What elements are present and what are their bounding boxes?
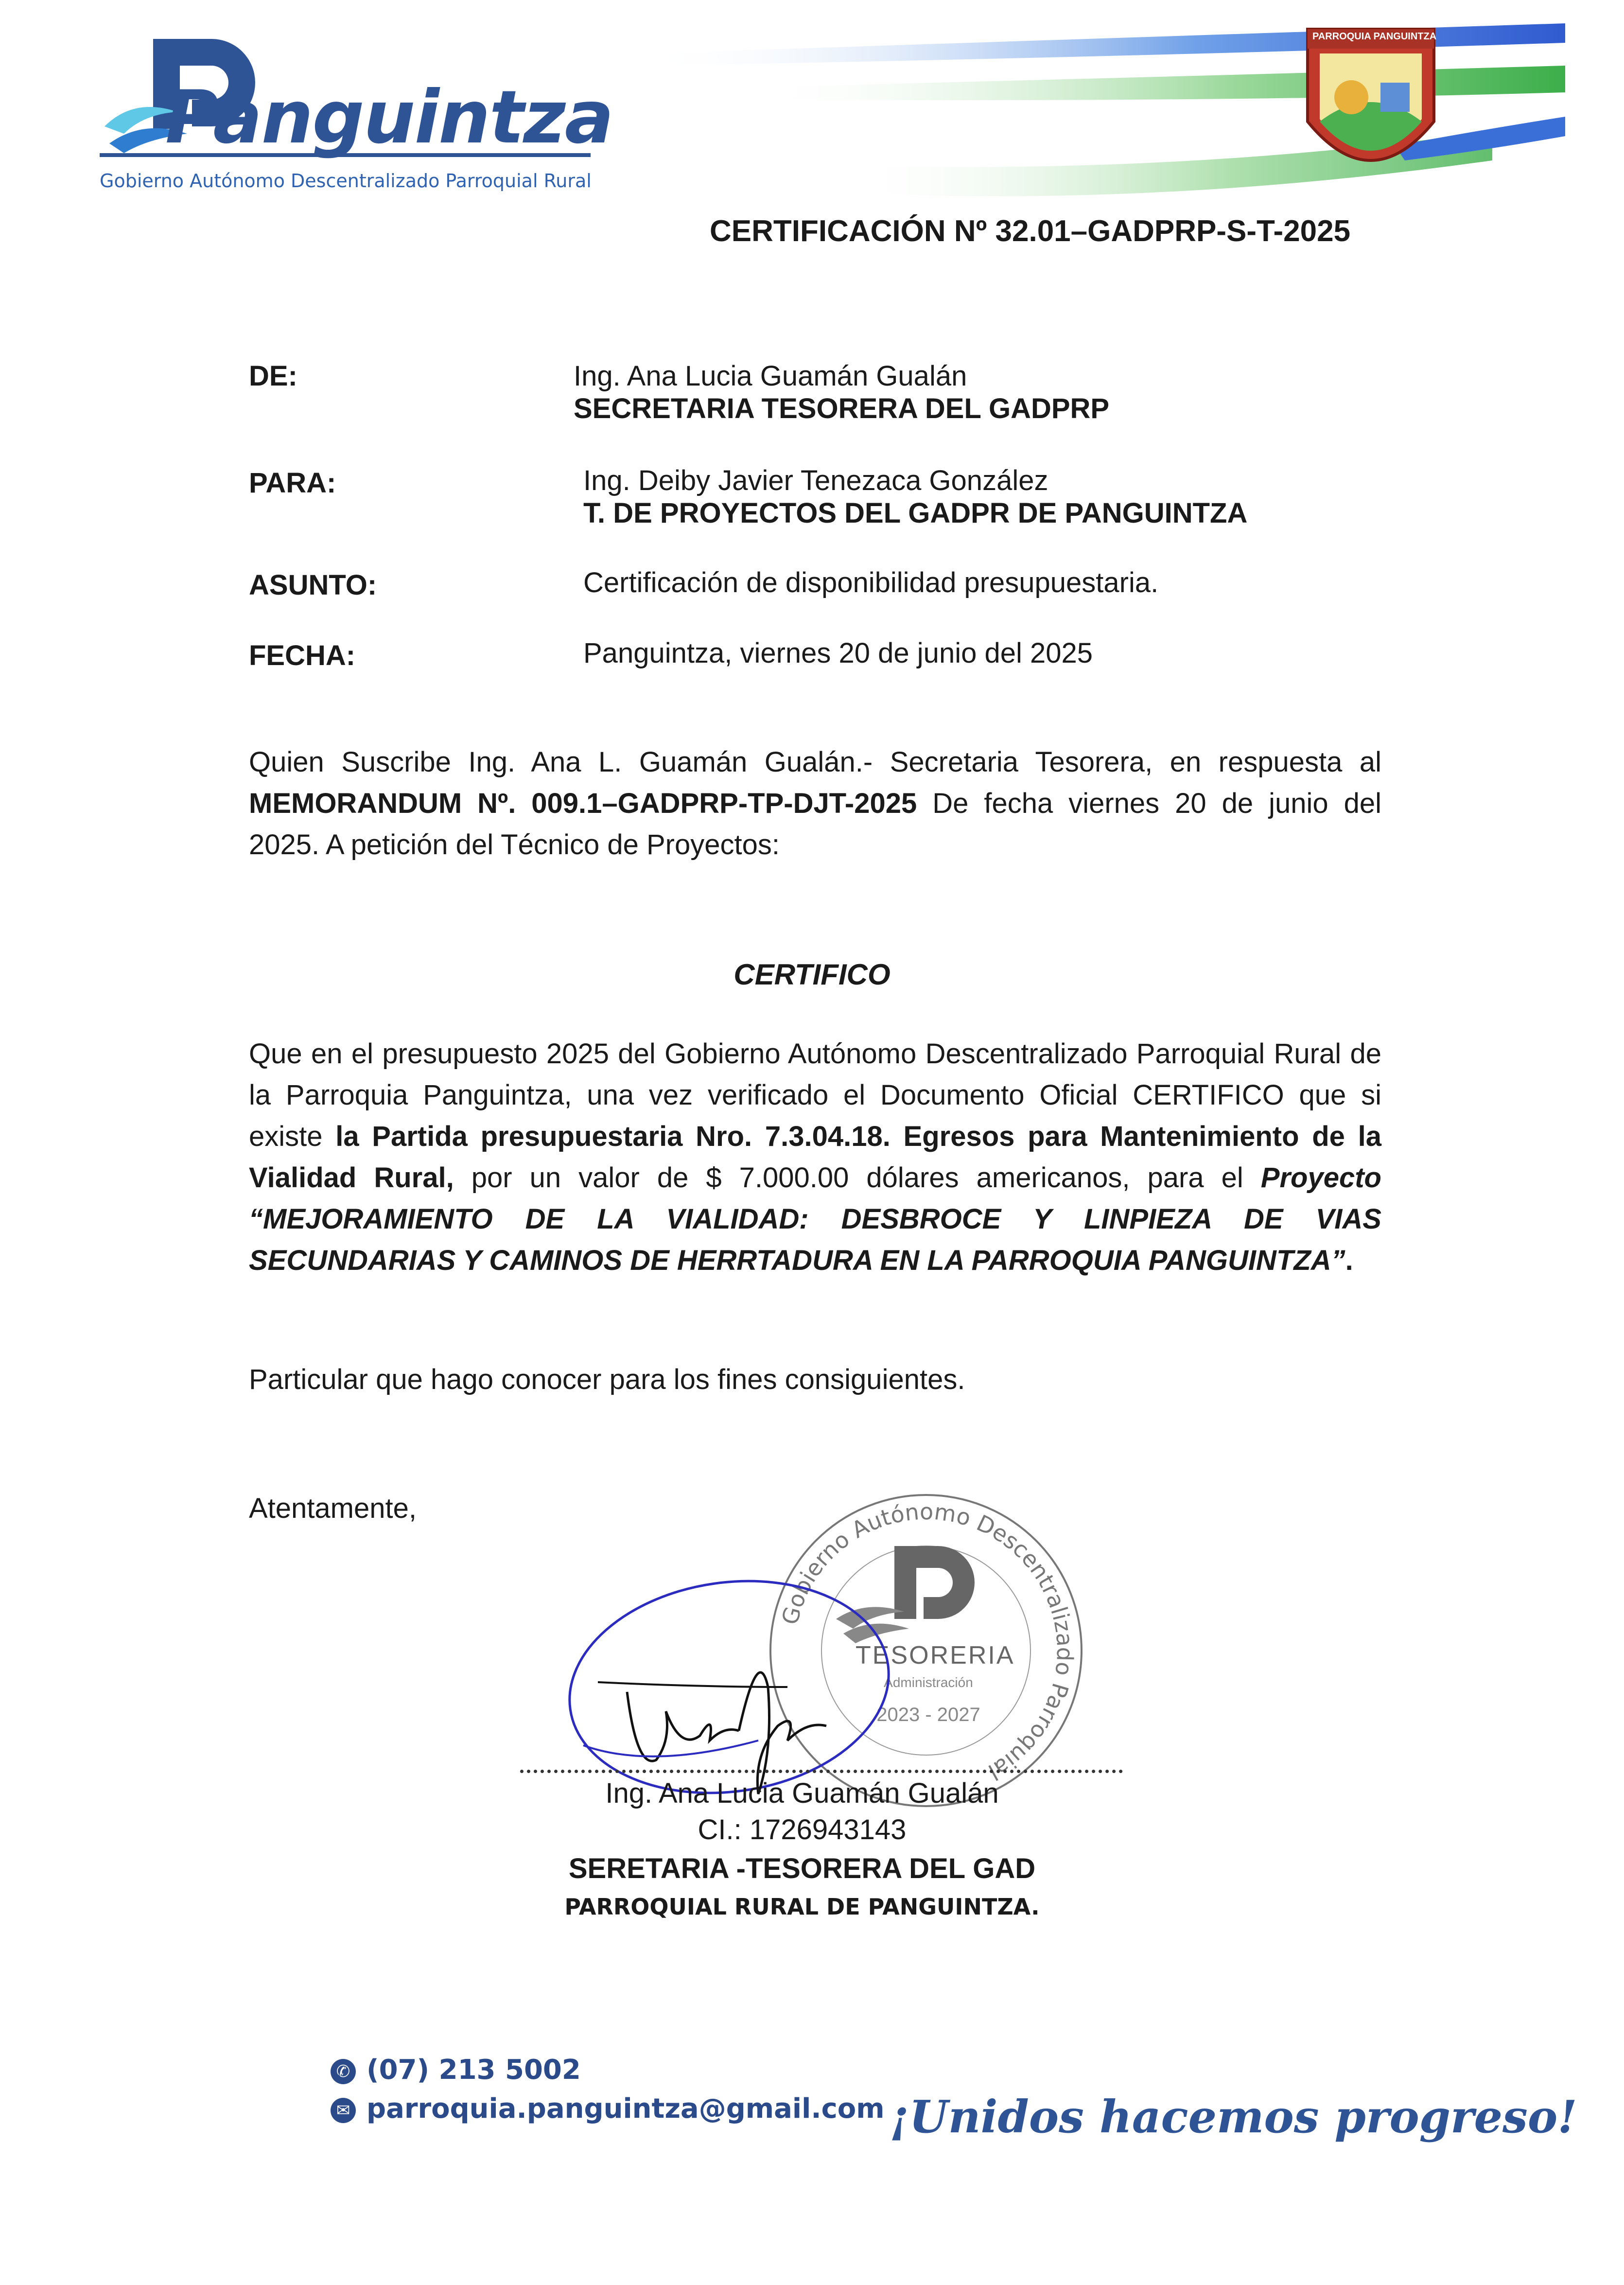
parish-crest-icon xyxy=(1298,24,1444,199)
signature-line xyxy=(520,1770,1123,1773)
signer-title-1: SERETARIA -TESORERA DEL GAD xyxy=(568,1853,1036,1884)
de-label: DE: xyxy=(249,360,297,392)
body-paragraph xyxy=(249,1033,1381,1281)
intro-text-1: Quien Suscribe Ing. Ana L. Guamán Gualán.- Secretaria Tesorera, en respuesta al xyxy=(249,746,1381,778)
seal-sub-text: Administración xyxy=(884,1675,973,1690)
para-title: T. DE PROYECTOS DEL GADPR DE PANGUINTZA xyxy=(583,497,1248,529)
salutation: Atentamente, xyxy=(249,1493,417,1524)
footer-phone xyxy=(331,2054,581,2086)
panguintza-logo xyxy=(100,29,620,194)
crest-label: PARROQUIA PANGUINTZA xyxy=(1312,31,1437,42)
footer-slogan: ¡Unidos hacemos progreso! xyxy=(890,2091,1577,2143)
header-banner xyxy=(646,19,1565,214)
asunto-value: Certificación de disponibilidad presupuestaria. xyxy=(583,567,1159,598)
signer-name: Ing. Ana Lucia Guamán Gualán xyxy=(605,1777,999,1809)
signer-ci: CI.: 1726943143 xyxy=(698,1814,907,1846)
intro-text-2: De fecha viernes 20 de junio del 2025. A petición del Técnico de Proyectos: xyxy=(249,788,1381,861)
de-title: SECRETARIA TESORERA DEL GADPRP xyxy=(574,393,1110,424)
memorandum-reference: MEMORANDUM Nº. 009.1–GADPRP-TP-DJT-2025 xyxy=(249,788,917,819)
project-name: Proyecto “MEJORAMIENTO DE LA VIALIDAD: DESBROCE Y LINPIEZA DE VIAS SECUNDARIAS Y CAMINOS DE HERRTADURA EN LA PARROQUIA PANGUINTZA” xyxy=(249,1162,1381,1276)
para-label: PARA: xyxy=(249,467,336,499)
email-icon: ✉ xyxy=(331,2098,356,2123)
budget-line: la Partida presupuestaria Nro. 7.3.04.18. Egresos para Mantenimiento de la Vialidad Rural, xyxy=(249,1121,1381,1194)
de-name: Ing. Ana Lucia Guamán Gualán xyxy=(574,360,967,392)
certification-number: CERTIFICACIÓN Nº 32.01–GADPRP-S-T-2025 xyxy=(710,214,1351,248)
closing-line: Particular que hago conocer para los fines consiguientes. xyxy=(249,1364,965,1395)
intro-paragraph xyxy=(249,741,1381,865)
logo-subtitle: Gobierno Autónomo Descentralizado Parroquial Rural xyxy=(100,170,592,192)
para-name: Ing. Deiby Javier Tenezaca González xyxy=(583,465,1048,496)
body-end: . xyxy=(1345,1245,1353,1276)
seal-center-text: TESORERIA xyxy=(856,1641,1015,1670)
fecha-value: Panguintza, viernes 20 de junio del 2025 xyxy=(583,637,1093,669)
body-text-1: Que en el presupuesto 2025 del Gobierno Autónomo Descentralizado Parroquial Rural de la Parroquia Panguintza, una vez verificado el Documento Oficial CERTIFICO que si existe xyxy=(249,1038,1381,1152)
footer-email xyxy=(331,2093,885,2125)
logo-wordmark: Panguintza xyxy=(165,75,613,160)
email-address: parroquia.panguintza@gmail.com xyxy=(367,2093,885,2125)
de-value xyxy=(574,360,1109,425)
signer-title-2: PARROQUIAL RURAL DE PANGUINTZA. xyxy=(564,1894,1040,1920)
phone-number: (07) 213 5002 xyxy=(367,2054,581,2086)
phone-icon: ✆ xyxy=(331,2059,356,2084)
para-value xyxy=(583,464,1247,529)
asunto-label: ASUNTO: xyxy=(249,569,377,601)
certifico-heading: CERTIFICO xyxy=(733,958,891,991)
body-text-2: por un valor de $ 7.000.00 dólares americanos, para el xyxy=(454,1162,1261,1194)
fecha-label: FECHA: xyxy=(249,640,356,671)
seal-years: 2023 - 2027 xyxy=(876,1704,980,1725)
seal-ring-text: Gobierno Autónomo Descentralizado Parroquial xyxy=(776,1498,1079,1786)
